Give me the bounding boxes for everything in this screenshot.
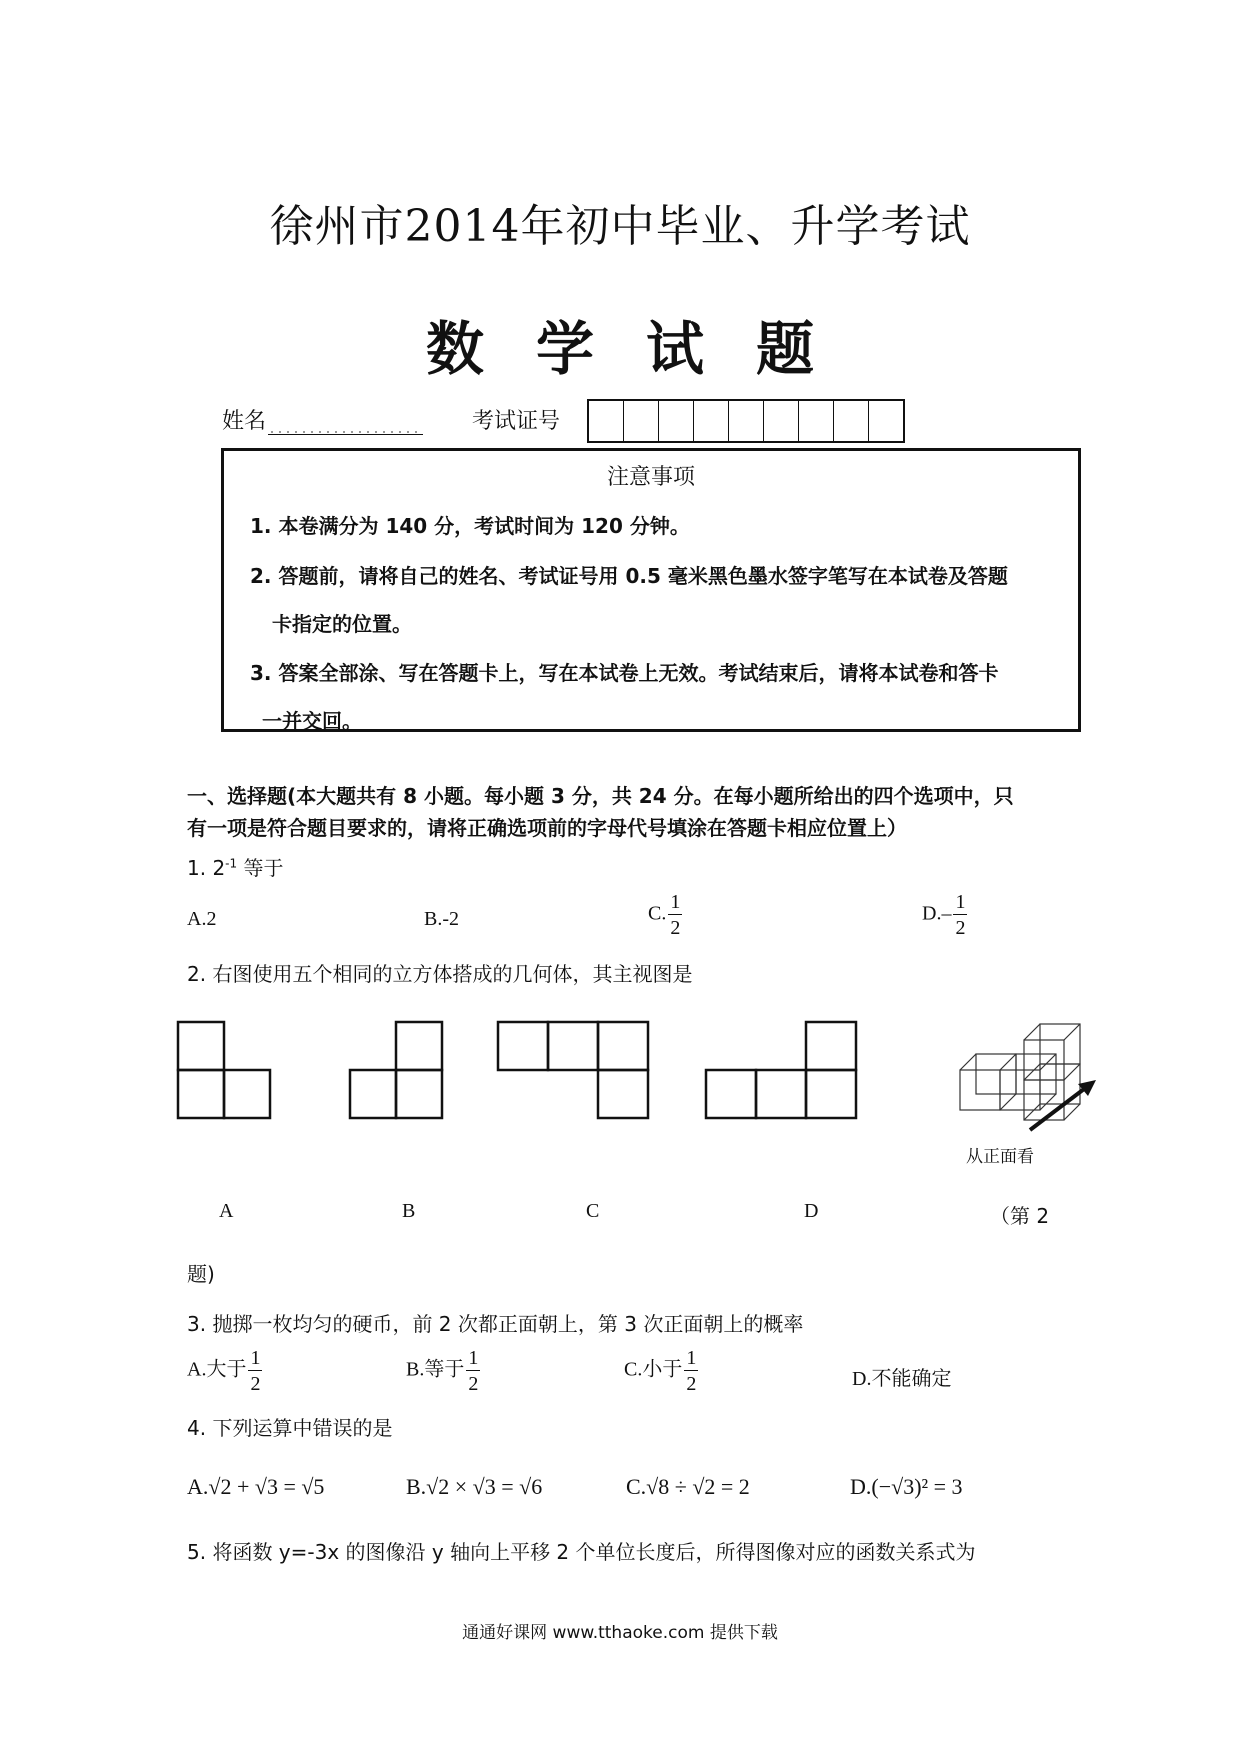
- q3-option-a: [187, 1348, 262, 1394]
- question-3: 3. 抛掷一枚均匀的硬币，前 2 次都正面朝上，第 3 次正面朝上的概率: [187, 1312, 804, 1336]
- q1-option-a: A.2: [187, 908, 217, 930]
- id-box[interactable]: [624, 401, 659, 441]
- notice-item-3-cont: 一并交回。: [262, 709, 362, 733]
- q2-label-b: B: [402, 1200, 416, 1222]
- id-label: 考试证号: [472, 409, 561, 434]
- q4-option-a: A.√2 + √3 = √5: [187, 1474, 325, 1499]
- q1-exponent: -1: [225, 856, 238, 871]
- q3-option-c-label: C.小于: [624, 1358, 683, 1381]
- name-row: [222, 404, 423, 435]
- notice-title: 注意事项: [606, 465, 695, 490]
- fraction-half: [953, 892, 967, 938]
- option-b-figure: [350, 1022, 442, 1118]
- fraction-half: [668, 892, 682, 938]
- q1-option-c: [648, 892, 682, 938]
- footer-source: 通通好课网 www.tthaoke.com 提供下载: [462, 1623, 778, 1643]
- q3-option-b: [406, 1348, 480, 1394]
- question-4: 4. 下列运算中错误的是: [187, 1416, 393, 1440]
- fraction-numerator: 1: [955, 891, 966, 913]
- view-caption: 从正面看: [966, 1147, 1034, 1167]
- notice-item-1: 1. 本卷满分为 140 分，考试时间为 120 分钟。: [250, 514, 690, 538]
- id-box[interactable]: [869, 401, 903, 441]
- fraction-denominator: 2: [468, 1373, 479, 1395]
- fraction-half: [248, 1348, 262, 1394]
- option-c-figure: [498, 1022, 648, 1118]
- id-box[interactable]: [834, 401, 869, 441]
- name-field[interactable]: [268, 412, 423, 435]
- q2-label-d: D: [804, 1200, 819, 1222]
- q3-option-c: [624, 1348, 698, 1394]
- notice-item-3: 3. 答案全部涂、写在答题卡上，写在本试卷上无效。考试结束后，请将本试卷和答卡: [250, 661, 999, 685]
- fraction-numerator: 1: [250, 1347, 261, 1369]
- q1-option-c-label: C.: [648, 902, 667, 925]
- fraction-numerator: 1: [468, 1347, 479, 1369]
- fraction-denominator: 2: [686, 1373, 697, 1395]
- notice-item-2: 2. 答题前，请将自己的姓名、考试证号用 0.5 毫米黑色墨水签字笔写在本试卷及答题: [250, 564, 1008, 588]
- fraction-half: [684, 1348, 698, 1394]
- fraction-denominator: 2: [670, 917, 681, 939]
- id-box[interactable]: [729, 401, 764, 441]
- question-2: 2. 右图使用五个相同的立方体搭成的几何体，其主视图是: [187, 962, 693, 986]
- question-5: 5. 将函数 y=-3x 的图像沿 y 轴向上平移 2 个单位长度后，所得图像对应的函数关系式为: [187, 1540, 976, 1564]
- option-a-figure: [178, 1022, 270, 1118]
- id-box[interactable]: [659, 401, 694, 441]
- fraction-numerator: 1: [670, 891, 681, 913]
- section-heading-line1: 一、选择题(本大题共有 8 小题。每小题 3 分，共 24 分。在每小题所给出的四个选项中，只: [187, 784, 1014, 808]
- fraction-half: [466, 1348, 480, 1394]
- subject-title: 数学试题: [425, 315, 866, 383]
- q1-text: 等于: [237, 856, 284, 880]
- id-box[interactable]: [694, 401, 729, 441]
- q3-option-b-label: B.等于: [406, 1358, 465, 1381]
- q1-option-b: B.-2: [424, 908, 459, 930]
- q2-figure-number-cont: 题): [187, 1262, 215, 1286]
- q3-option-a-label: A.大于: [187, 1358, 247, 1381]
- id-number-boxes[interactable]: [587, 399, 905, 443]
- q4-option-b: B.√2 × √3 = √6: [406, 1474, 543, 1499]
- section-heading-line2: 有一项是符合题目要求的，请将正确选项前的字母代号填涂在答题卡相应位置上）: [187, 816, 907, 840]
- fraction-numerator: 1: [686, 1347, 697, 1369]
- name-label: 姓名: [222, 409, 267, 434]
- q3-option-d: D.不能确定: [852, 1368, 952, 1390]
- fraction-denominator: 2: [250, 1373, 261, 1395]
- exam-title: 徐州市2014年初中毕业、升学考试: [269, 201, 971, 252]
- id-box[interactable]: [799, 401, 834, 441]
- q2-figure-number: （第 2: [990, 1204, 1050, 1228]
- option-d-figure: [706, 1022, 856, 1118]
- q1-prefix: 1. 2: [187, 856, 226, 880]
- fraction-denominator: 2: [955, 917, 966, 939]
- id-box[interactable]: [764, 401, 799, 441]
- id-box[interactable]: [589, 401, 624, 441]
- q2-label-a: A: [219, 1200, 234, 1222]
- q4-option-c: C.√8 ÷ √2 = 2: [626, 1474, 750, 1499]
- q1-option-d: [922, 892, 967, 938]
- notice-item-2-cont: 卡指定的位置。: [272, 612, 412, 636]
- q2-label-c: C: [586, 1200, 600, 1222]
- question-1: [187, 852, 284, 881]
- q4-option-d: D.(−√3)² = 3: [850, 1474, 963, 1499]
- q1-option-d-label: D.–: [922, 902, 952, 925]
